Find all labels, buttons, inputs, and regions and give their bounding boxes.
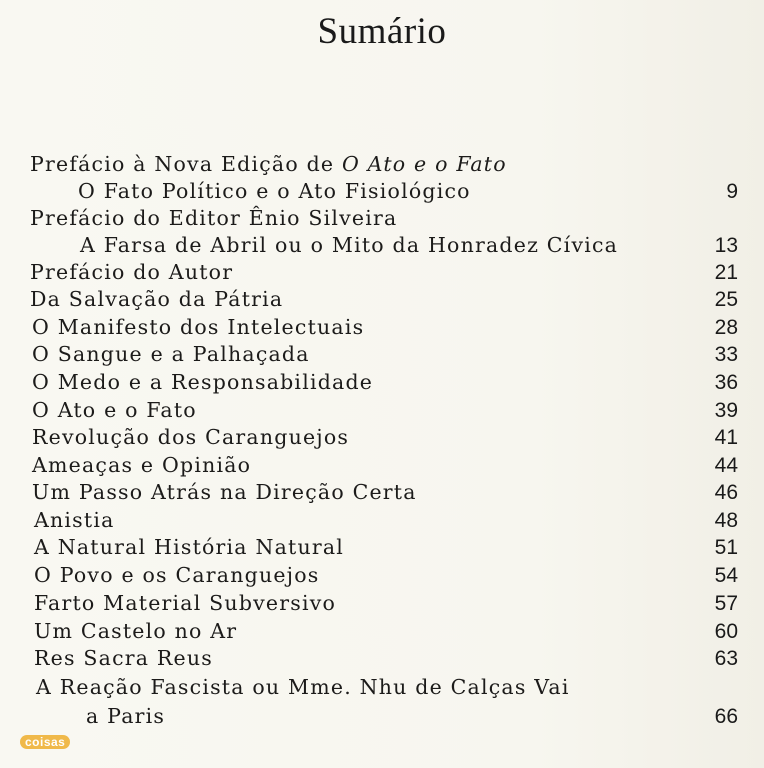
- toc-entry-title: a Paris: [86, 704, 166, 728]
- toc-page-number: 36: [714, 371, 738, 394]
- toc-page-number: 66: [714, 705, 738, 728]
- toc-entry-title: A Reação Fascista ou Mme. Nhu de Calças Vai: [36, 675, 570, 699]
- toc-entry-title: O Ato e o Fato: [32, 398, 197, 422]
- toc-entry-title: Ameaças e Opinião: [32, 453, 252, 477]
- toc-row: [0, 479, 764, 506]
- toc-page-number: 46: [714, 481, 738, 504]
- toc-entry-title: O Fato Político e o Ato Fisiológico: [78, 179, 471, 203]
- toc-row: [0, 259, 764, 286]
- toc-entry-title: O Manifesto dos Intelectuais: [32, 315, 365, 339]
- toc-page-number: 54: [714, 564, 738, 587]
- watermark-logo: coisas: [20, 735, 70, 749]
- toc-row: [0, 151, 764, 178]
- toc-entry-title: Um Passo Atrás na Direção Certa: [32, 480, 417, 504]
- toc-row: [0, 205, 764, 232]
- toc-row: [0, 178, 764, 205]
- toc-page-number: 33: [714, 343, 738, 366]
- toc-page-number: 21: [714, 261, 738, 284]
- toc-entry-title: A Farsa de Abril ou o Mito da Honradez Cívica: [80, 233, 619, 257]
- toc-entry-title: O Sangue e a Palhaçada: [32, 342, 310, 366]
- toc-row: [0, 590, 764, 617]
- toc-row: [0, 286, 764, 313]
- toc-row: [0, 232, 764, 259]
- toc-row: [0, 645, 764, 672]
- toc-page-number: 41: [714, 426, 738, 449]
- toc-page-number: 57: [714, 592, 738, 615]
- toc-row: [0, 618, 764, 645]
- toc-row: [0, 507, 764, 534]
- toc-row: [0, 341, 764, 368]
- toc-page-number: 9: [726, 180, 738, 203]
- toc-entry-title: Um Castelo no Ar: [34, 619, 238, 643]
- toc-page-number: 48: [714, 509, 738, 532]
- toc-row: [0, 314, 764, 341]
- toc-row: [0, 424, 764, 451]
- page-title: Sumário: [317, 11, 447, 52]
- toc-entry-title: O Medo e a Responsabilidade: [32, 370, 374, 394]
- toc-entry-title: Prefácio do Editor Ênio Silveira: [30, 206, 398, 230]
- toc-entry-title: Farto Material Subversivo: [34, 591, 337, 615]
- toc-page-number: 63: [714, 647, 738, 670]
- toc-row: [0, 534, 764, 561]
- toc-entry-italic: O Ato e o Fato: [341, 152, 507, 176]
- toc-entry-title: Prefácio à Nova Edição de O Ato e o Fato: [30, 152, 507, 176]
- toc-page-number: 44: [714, 454, 738, 477]
- toc-entry-title: Anistia: [34, 508, 115, 532]
- toc-page-number: 39: [714, 399, 738, 422]
- toc-page-number: 51: [714, 536, 738, 559]
- toc-entry-title: Res Sacra Reus: [34, 646, 213, 670]
- toc-entry-title: Prefácio do Autor: [30, 260, 234, 284]
- toc-page-number: 60: [714, 620, 738, 643]
- toc-entry-title: Revolução dos Caranguejos: [32, 425, 350, 449]
- toc-row: [0, 397, 764, 424]
- toc-page-number: 28: [714, 316, 738, 339]
- toc-entry-title: O Povo e os Caranguejos: [34, 563, 320, 587]
- toc-row: [0, 562, 764, 589]
- toc-entry-title: A Natural História Natural: [34, 535, 345, 559]
- toc-entry-title: Da Salvação da Pátria: [30, 287, 284, 311]
- toc-row: [0, 703, 764, 730]
- toc-row: [0, 452, 764, 479]
- toc-row: [0, 369, 764, 396]
- toc-row: [0, 674, 764, 701]
- toc-page-number: 13: [714, 234, 738, 257]
- toc-page-number: 25: [714, 288, 738, 311]
